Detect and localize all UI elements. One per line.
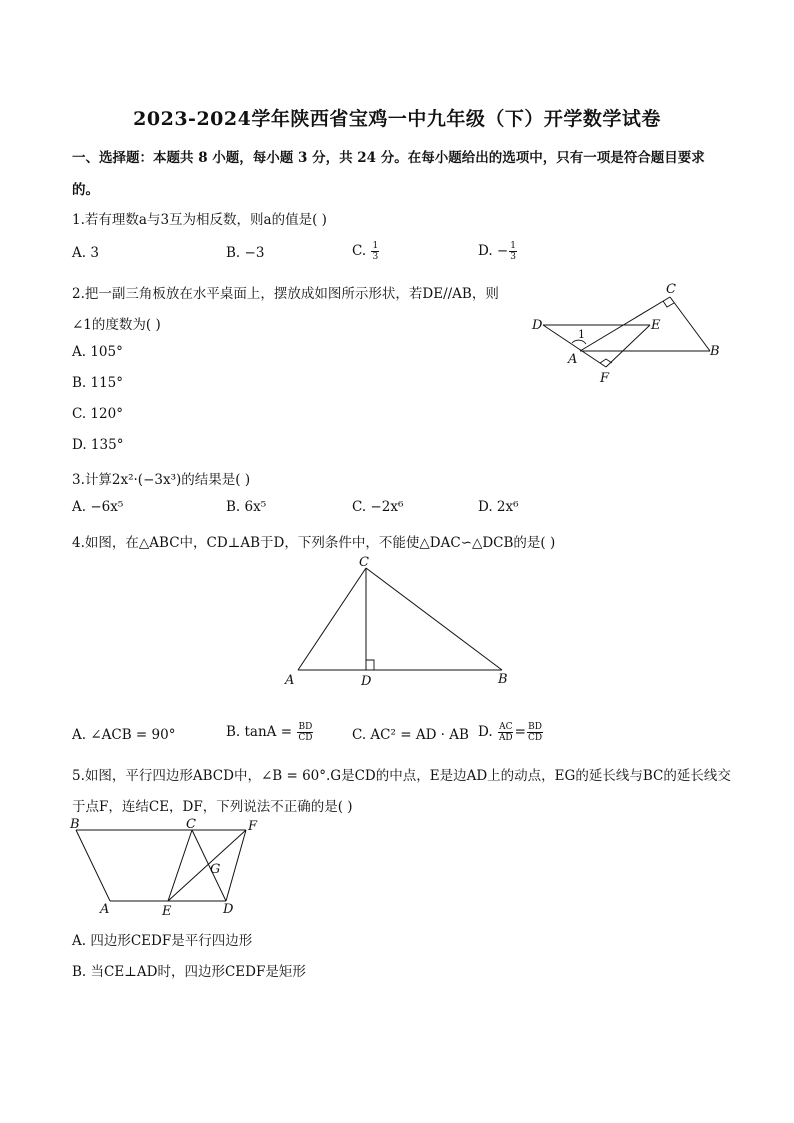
section-heading: 一、选择题：本题共 8 小题，每小题 3 分，共 24 分。在每小题给出的选项中，只有一项是符合题目要求 (72, 150, 705, 166)
question-2-cont: ∠1的度数为( ) (72, 317, 161, 333)
q3-option-d: D. 2x⁶ (478, 499, 519, 515)
q2-figure (528, 280, 728, 390)
q4-option-d: D. $\frac{AC}{AD}$ = $\frac{BD}{CD}$ (478, 722, 543, 743)
q5-label-a: A (100, 902, 110, 917)
q2-label-c: C (666, 282, 676, 297)
q5-label-g: G (210, 862, 221, 877)
question-stem: 把一副三角板放在水平桌面上，摆放成如图所示形状，若DE//AB，则 (84, 286, 499, 302)
q4-label-c: C (359, 555, 369, 570)
question-5-cont: 于点F，连结CE，DF，下列说法不正确的是( ) (72, 799, 353, 815)
q5-label-c: C (186, 817, 196, 832)
q5-label-d: D (223, 902, 234, 917)
q4-label-a: A (285, 673, 295, 688)
q2-label-a: A (568, 352, 578, 367)
question-number: 5. (72, 768, 85, 784)
q4-option-b: B. tanA = $\frac{BD}{CD}$ (226, 722, 313, 743)
q5-option-b: B. 当CE⊥AD时，四边形CEDF是矩形 (72, 964, 306, 980)
q5-option-a: A. 四边形CEDF是平行四边形 (72, 933, 253, 949)
section-heading-cont: 的。 (72, 182, 99, 198)
q2-angle-1-label: 1 (578, 328, 585, 341)
q2-option-c: C. 120° (72, 406, 123, 422)
q1-option-c: C. $\frac{1}{3}$ (352, 241, 379, 262)
q5-label-e: E (162, 904, 172, 919)
q2-option-d: D. 135° (72, 437, 124, 453)
question-number: 3. (72, 472, 85, 488)
q2-label-d: D (532, 318, 543, 333)
question-1 (72, 208, 327, 228)
question-stem: 如图，在△ABC中，CD⊥AB于D，下列条件中，不能使△DAC∽△DCB的是( ) (84, 535, 556, 551)
q2-label-b: B (710, 344, 720, 359)
question-3 (72, 468, 250, 488)
q2-label-e: E (651, 318, 661, 333)
q2-option-b: B. 115° (72, 375, 124, 391)
question-number: 4. (72, 535, 85, 551)
q3-option-a: A. −6x⁵ (72, 499, 124, 515)
q1-option-a: A. 3 (72, 245, 99, 261)
q5-figure (66, 812, 266, 922)
q2-label-f: F (600, 371, 610, 386)
q1-option-b: B. −3 (226, 245, 265, 261)
q4-label-b: B (498, 672, 508, 687)
question-4 (72, 531, 555, 551)
question-2 (72, 282, 499, 302)
question-number: 2. (72, 286, 85, 302)
question-stem: 计算2x²·(−3x³)的结果是( ) (84, 472, 251, 488)
q3-option-b: B. 6x⁵ (226, 499, 267, 515)
q3-option-c: C. −2x⁶ (352, 499, 404, 515)
q5-label-b: B (70, 817, 80, 832)
page-title: 2023-2024学年陕西省宝鸡一中九年级（下）开学数学试卷 (133, 108, 661, 130)
q2-option-a: A. 105° (72, 344, 123, 360)
question-stem: 如图，平行四边形ABCD中，∠B = 60°.G是CD的中点，E是边AD上的动点，EG的延长线与BC的延长线交 (84, 768, 731, 784)
q4-option-c: C. AC² = AD · AB (352, 727, 469, 743)
q5-label-f: F (248, 819, 258, 834)
question-5 (72, 764, 731, 784)
q4-option-a: A. ∠ACB = 90° (72, 727, 176, 743)
q1-option-d: D. − $\frac{1}{3}$ (478, 241, 516, 262)
question-stem: 若有理数a与3互为相反数，则a的值是( ) (84, 212, 327, 228)
question-number: 1. (72, 212, 85, 228)
q4-figure (280, 552, 520, 692)
q4-label-d: D (361, 674, 372, 689)
